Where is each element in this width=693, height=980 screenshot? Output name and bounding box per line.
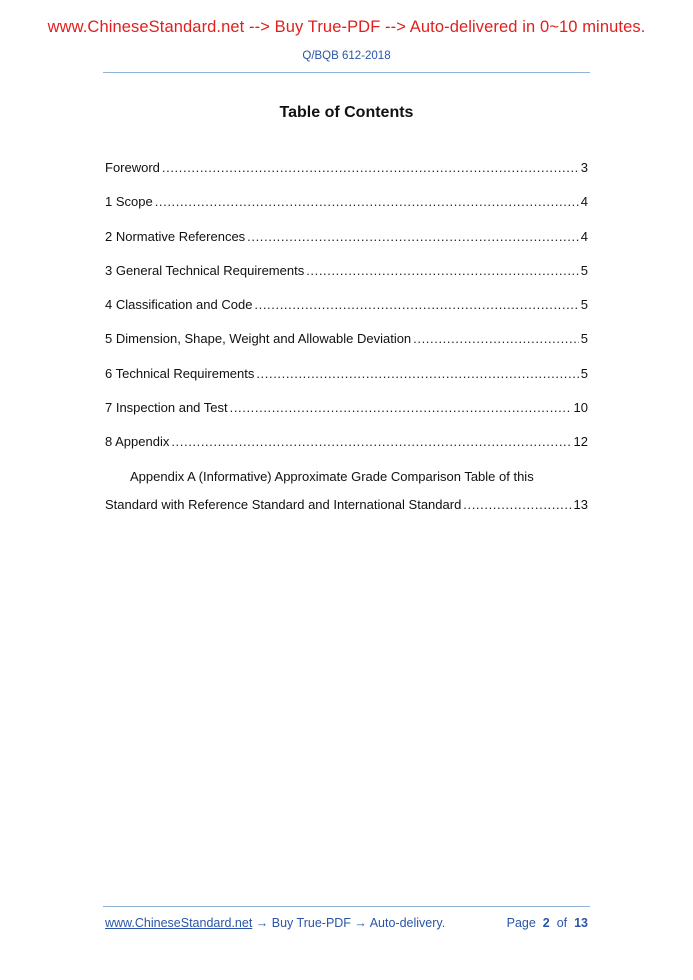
toc-entry-label: 2 Normative References [105, 228, 246, 244]
toc-entry-technical-requirements[interactable] [105, 366, 588, 400]
standard-code: Q/BQB 612-2018 [302, 50, 391, 62]
toc-entry-dimension-shape-weight[interactable] [105, 331, 588, 365]
page-footer [105, 916, 588, 930]
toc-entry-page: 13 [573, 497, 588, 512]
toc-entry-label: Foreword [105, 160, 160, 175]
toc-entry-normative-references[interactable] [105, 229, 588, 263]
dot-leader [155, 194, 579, 209]
dot-leader [463, 497, 571, 512]
toc-entry-label: 6 Technical Requirements [105, 365, 255, 381]
toc-entry-scope[interactable] [105, 194, 588, 228]
toc-entry-foreword[interactable] [105, 160, 588, 194]
toc-entry-page: 5 [580, 262, 588, 278]
toc-entry-page: 10 [573, 400, 588, 416]
page-label: Page [506, 916, 536, 930]
toc-entry-classification-and-code[interactable] [105, 297, 588, 331]
footer-tagline: → Buy True-PDF → Auto-delivery. [252, 916, 446, 930]
toc-entry-label: 1 Scope [105, 194, 153, 210]
toc-entry-page: 4 [580, 228, 588, 244]
appendix-a-title-line1: Appendix A (Informative) Approximate Grade Comparison Table of this [130, 469, 534, 484]
page-current: 2 [542, 916, 550, 930]
toc-entry-page: 5 [580, 365, 588, 381]
toc-entry-label: 7 Inspection and Test [105, 400, 228, 416]
toc-entry-label: 4 Classification and Code [105, 297, 253, 313]
page-title: Table of Contents [279, 104, 414, 121]
toc-entry-page: 5 [580, 331, 588, 347]
footer-left [105, 916, 445, 930]
dot-leader [171, 434, 571, 449]
appendix-a-title-line2: Standard with Reference Standard and International Standard [105, 497, 462, 512]
dot-leader [230, 400, 572, 415]
footer-divider [103, 906, 590, 907]
dot-leader [256, 366, 578, 381]
toc-entry-appendix-a[interactable] [105, 469, 588, 512]
dot-leader [306, 263, 579, 278]
appendix-a-title-line2-row [105, 497, 588, 512]
toc-entry-page: 4 [580, 194, 588, 210]
dot-leader [247, 229, 579, 244]
toc-entry-label: 8 Appendix [105, 434, 170, 450]
page-of: of [556, 916, 568, 930]
page-indicator [507, 916, 588, 930]
dot-leader [254, 297, 578, 312]
toc-list [105, 160, 588, 469]
header-divider [103, 72, 590, 73]
dot-leader [162, 160, 579, 175]
toc-entry-appendix[interactable] [105, 434, 588, 468]
promo-banner: www.ChineseStandard.net --> Buy True-PDF --> Auto-delivered in 0~10 minutes. [47, 18, 646, 36]
toc-entry-label: 5 Dimension, Shape, Weight and Allowable Deviation [105, 331, 412, 347]
toc-entry-page: 3 [580, 160, 588, 175]
toc-entry-inspection-and-test[interactable] [105, 400, 588, 434]
dot-leader [413, 331, 579, 346]
page-total: 13 [574, 916, 588, 930]
website-link[interactable]: www.ChineseStandard.net [105, 916, 253, 930]
toc-entry-label: 3 General Technical Requirements [105, 262, 305, 278]
toc-entry-page: 5 [580, 297, 588, 313]
toc-entry-page: 12 [573, 434, 588, 450]
toc-entry-general-technical-requirements[interactable] [105, 263, 588, 297]
